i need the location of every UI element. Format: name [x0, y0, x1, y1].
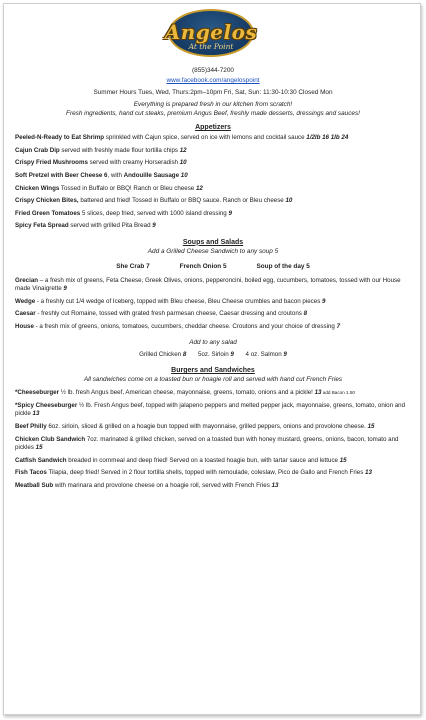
- item-name: Spicy Feta Spread: [15, 222, 69, 230]
- item-name: Peeled-N-Ready to Eat Shrimp: [15, 134, 105, 142]
- item-desc: Tilapia, deep fried! Served in 2 flour tortilla shells, topped with remoulade, coleslaw, Pico de Gallo and French Fries: [46, 469, 366, 477]
- item-name: Chicken Wings: [15, 184, 60, 192]
- salad-item: [15, 323, 411, 331]
- addon-price: 9: [230, 351, 234, 359]
- item-price: 7: [336, 322, 341, 330]
- salad-item: [15, 310, 411, 318]
- logo-subtitle: At the Point: [188, 42, 234, 51]
- sandwich-item: [15, 436, 411, 453]
- tagline-line-2: Fresh ingredients, hand cut steaks, premium Angus Beef, freshly made desserts, dressings and sauces!: [66, 109, 360, 117]
- item-price: 9: [152, 222, 156, 230]
- item-desc: breaded in cornmeal and deep fried! Served on a toasted hoagie bun, with tartar sauce and lettuce: [66, 456, 340, 464]
- item-desc: battered and fried! Tossed in Buffalo or BBQ sauce. Ranch or Bleu cheese: [78, 197, 286, 205]
- soups-salads-heading: Soups and Salads: [182, 238, 244, 246]
- item-name: Grecian: [15, 276, 39, 284]
- item-price: 12: [179, 146, 187, 154]
- item-desc: served with grilled Pita Bread: [68, 222, 153, 230]
- sandwich-item: [15, 482, 411, 490]
- facebook-link[interactable]: www.facebook.com/angelospoint: [166, 77, 260, 84]
- addon-item: [198, 351, 234, 358]
- addon-item: [139, 351, 186, 358]
- sandwich-item: [15, 423, 411, 431]
- item-desc: ½ lb. fresh Angus beef, American cheese, mayonnaise, greens, tomato, onions and a pickle!: [59, 389, 315, 397]
- appetizer-item: [15, 134, 411, 142]
- sandwich-note: All sandwiches come on a toasted bun or hoagie roll and served with hand cut French Fries: [83, 376, 343, 384]
- sandwich-item: [15, 457, 411, 465]
- appetizers-heading: Appetizers: [195, 124, 231, 132]
- item-price: 1/2lb 16 1lb 24: [306, 134, 349, 142]
- item-name-2: Andouille Sausage: [123, 171, 180, 179]
- item-desc: , with: [107, 171, 124, 179]
- item-price: 15: [35, 443, 43, 451]
- item-price: 13: [271, 481, 279, 489]
- item-desc: sprinkled with Cajun spice, served on ice with lemons and cocktail sauce: [104, 134, 307, 142]
- soup-list: [15, 262, 411, 271]
- item-name: Catfish Sandwich: [15, 456, 67, 464]
- restaurant-logo: [4, 9, 420, 61]
- grilled-cheese-note: Add a Grilled Cheese Sandwich to any soup 5: [147, 247, 279, 255]
- item-name: *Cheeseburger: [15, 389, 60, 397]
- item-name: Fish Tacos: [15, 469, 47, 477]
- item-price: 15: [339, 456, 347, 464]
- soup-item: She Crab 7: [116, 262, 150, 270]
- item-name: *Spicy Cheeseburger: [15, 401, 78, 409]
- item-price: 9: [228, 209, 232, 217]
- item-name: Wedge: [15, 297, 36, 305]
- item-desc: 6oz. sirloin, sliced & grilled on a hoagie bun topped with mayonnaise, grilled peppers, onions and provolone cheese.: [46, 422, 368, 430]
- item-desc: 5 slices, deep fried, served with 1000 island dressing: [80, 209, 229, 217]
- item-desc: - a fresh mix of greens, onions, tomatoes, cucumbers, cheddar cheese. Croutons and your choice of dressing: [33, 322, 337, 330]
- item-price: 13: [32, 410, 40, 418]
- phone-number: (855)344-7200: [192, 67, 234, 74]
- tagline: [15, 101, 411, 118]
- salad-addons: [15, 350, 411, 359]
- burgers-heading: Burgers and Sandwiches: [171, 367, 255, 375]
- item-name: Caesar: [15, 310, 36, 318]
- item-desc: ½ lb. Fresh Angus beef, topped with jalapeno peppers and melted pepper jack, mayonnaise, greens, tomato, onion and pickle: [15, 401, 406, 418]
- item-name: Meatball Sub: [15, 481, 54, 489]
- item-desc: 7oz. marinated & grilled chicken, served on a toasted bun with honey mustard, greens, onions, bacon, tomato and pickles: [15, 435, 399, 451]
- sandwich-item: [15, 389, 411, 397]
- item-price: 10: [179, 159, 187, 167]
- item-name: Crispy Chicken Bites,: [15, 197, 79, 205]
- appetizer-item: [15, 210, 411, 218]
- item-price: 9: [63, 285, 67, 293]
- addon-item: [246, 351, 287, 358]
- menu-page: [3, 3, 421, 715]
- item-name: Chicken Club Sandwich: [15, 435, 86, 443]
- soup-item: Soup of the day 5: [256, 262, 310, 270]
- item-name: Fried Green Tomatoes: [15, 209, 81, 217]
- item-price: 13: [365, 469, 372, 477]
- menu-content: [15, 66, 411, 490]
- appetizer-item: [15, 222, 411, 230]
- logo-name: Angelos: [164, 20, 258, 44]
- item-price: 12: [195, 184, 203, 192]
- item-name: Beef Philly: [15, 422, 47, 430]
- item-name: Crispy Fried Mushrooms: [15, 159, 88, 167]
- appetizer-item: [15, 159, 411, 167]
- soup-item: French Onion 5: [179, 262, 227, 270]
- item-desc: - a freshly cut 1/4 wedge of Iceberg, topped with Bleu cheese, Bleu Cheese crumbles and bacon pieces: [35, 297, 323, 305]
- appetizer-item: [15, 172, 411, 180]
- addon-price: 9: [283, 351, 287, 359]
- item-desc: – a fresh mix of greens, Feta Cheese, Greek Olives, onions, pepperoncini, boiled egg, cucumbers, tomatoes, tossed with our House made Vinaigrette: [15, 276, 401, 293]
- item-price: 15: [367, 422, 375, 430]
- item-extra: add Bacon 1.50: [321, 390, 355, 396]
- tagline-line-1: Everything is prepared fresh in our kitchen from scratch!: [133, 101, 293, 108]
- appetizer-item: [15, 185, 411, 193]
- salad-item: [15, 298, 411, 306]
- item-desc: served with freshly made flour tortilla chips: [59, 146, 180, 154]
- item-name: Cajun Crab Dip: [15, 146, 60, 154]
- appetizer-item: [15, 147, 411, 155]
- item-desc: served with creamy Horseradish: [87, 159, 180, 167]
- hours: Summer Hours Tues, Wed, Thurs:2pm–10pm Fri, Sat, Sun: 11:30-10:30 Closed Mon: [93, 89, 333, 96]
- item-desc: Tossed in Buffalo or BBQ! Ranch or Bleu cheese: [59, 184, 196, 192]
- item-price: 10: [180, 171, 188, 179]
- addon-label: 4 oz. Salmon: [245, 351, 284, 359]
- facebook-link-wrap: [15, 76, 411, 86]
- addon-price: 8: [182, 351, 187, 359]
- appetizer-item: [15, 197, 411, 205]
- item-name: House: [15, 322, 34, 330]
- addon-label: 5oz. Sirloin: [198, 351, 231, 359]
- item-price: 9: [322, 297, 326, 305]
- salad-addons-heading: Add to any salad: [189, 339, 237, 347]
- item-name: Soft Pretzel with Beer Cheese 6: [15, 171, 108, 179]
- salad-item: [15, 277, 411, 294]
- item-price: 10: [285, 197, 293, 205]
- item-price: 8: [303, 310, 308, 318]
- addon-label: Grilled Chicken: [139, 351, 183, 359]
- sandwich-item: [15, 469, 411, 477]
- sandwich-item: [15, 402, 411, 419]
- item-desc: with marinara and provolone cheese on a hoagie roll, served with French Fries: [53, 481, 272, 489]
- item-price: 13: [314, 389, 322, 397]
- item-desc: - freshly cut Romaine, tossed with grated fresh parmesan cheese, Caesar dressing and croutons: [35, 310, 304, 318]
